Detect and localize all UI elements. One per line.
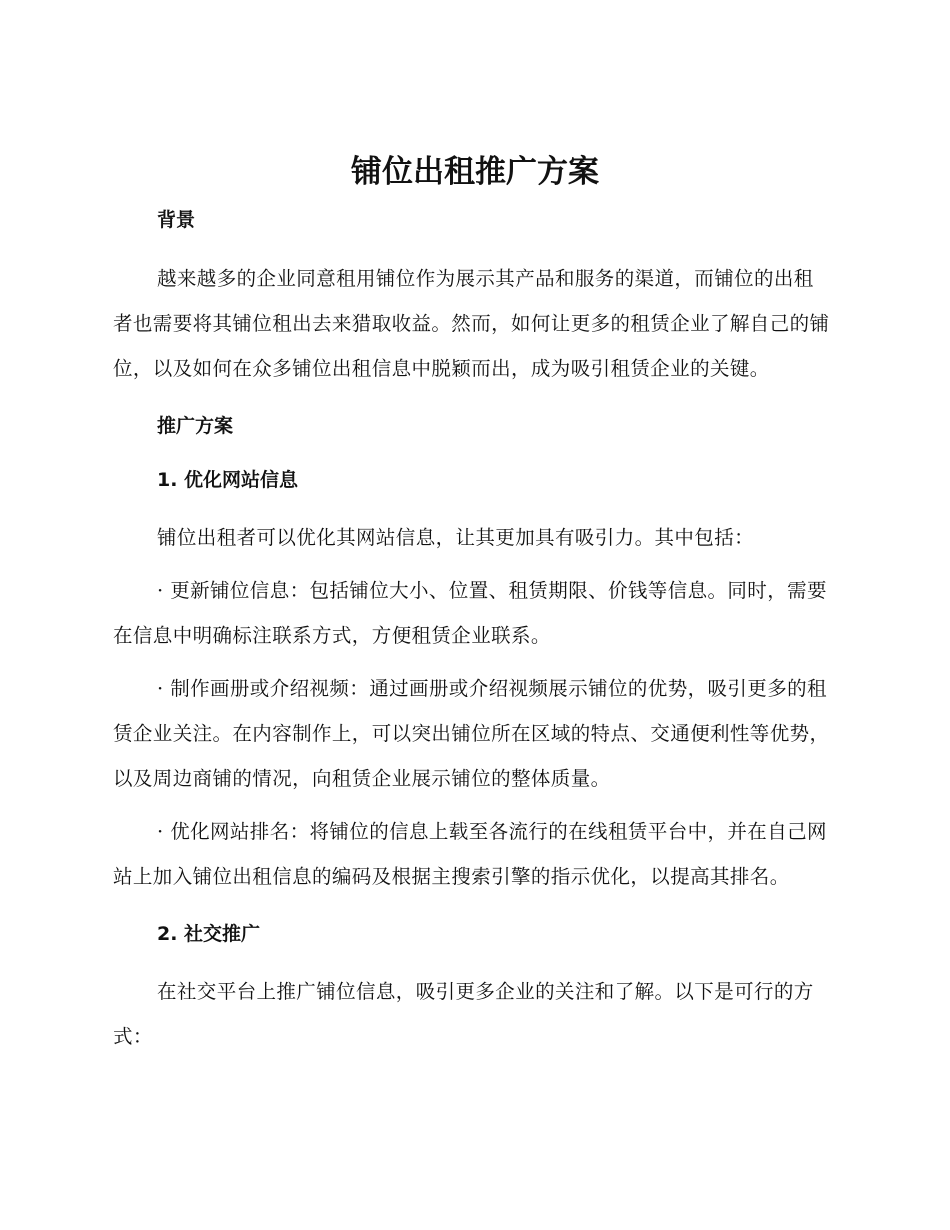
bullet-update-info: · 更新铺位信息：包括铺位大小、位置、租赁期限、价钱等信息。同时，需要在信息中明确标注联系方式，方便租赁企业联系。 bbox=[113, 579, 827, 647]
background-paragraph: 越来越多的企业同意租用铺位作为展示其产品和服务的渠道，而铺位的出租者也需要将其铺位租出去来猎取收益。然而，如何让更多的租赁企业了解自己的铺位，以及如何在众多铺位出租信息中脱颖而出，成为吸引租赁企业的关键。 bbox=[113, 267, 830, 380]
subsection-heading-optimize: 1. 优化网站信息 bbox=[157, 469, 299, 491]
document-body bbox=[113, 203, 833, 1059]
section-heading-background: 背景 bbox=[157, 209, 196, 231]
bullet-site-ranking: · 优化网站排名：将铺位的信息上载至各流行的在线租赁平台中，并在自己网站上加入铺位出租信息的编码及根据主搜索引擎的指示优化，以提高其排名。 bbox=[113, 820, 827, 888]
optimize-intro-paragraph: 铺位出租者可以优化其网站信息，让其更加具有吸引力。其中包括： bbox=[157, 526, 755, 549]
subsection-heading-social: 2. 社交推广 bbox=[157, 923, 261, 945]
page-title: 铺位出租推广方案 bbox=[351, 154, 599, 190]
social-intro-paragraph: 在社交平台上推广铺位信息，吸引更多企业的关注和了解。以下是可行的方式： bbox=[113, 980, 814, 1048]
section-heading-plan: 推广方案 bbox=[157, 415, 234, 437]
bullet-brochure-video: · 制作画册或介绍视频：通过画册或介绍视频展示铺位的优势，吸引更多的租赁企业关注。在内容制作上，可以突出铺位所在区域的特点、交通便利性等优势，以及周边商铺的情况，向租赁企业展示铺位的整体质量。 bbox=[113, 677, 830, 790]
